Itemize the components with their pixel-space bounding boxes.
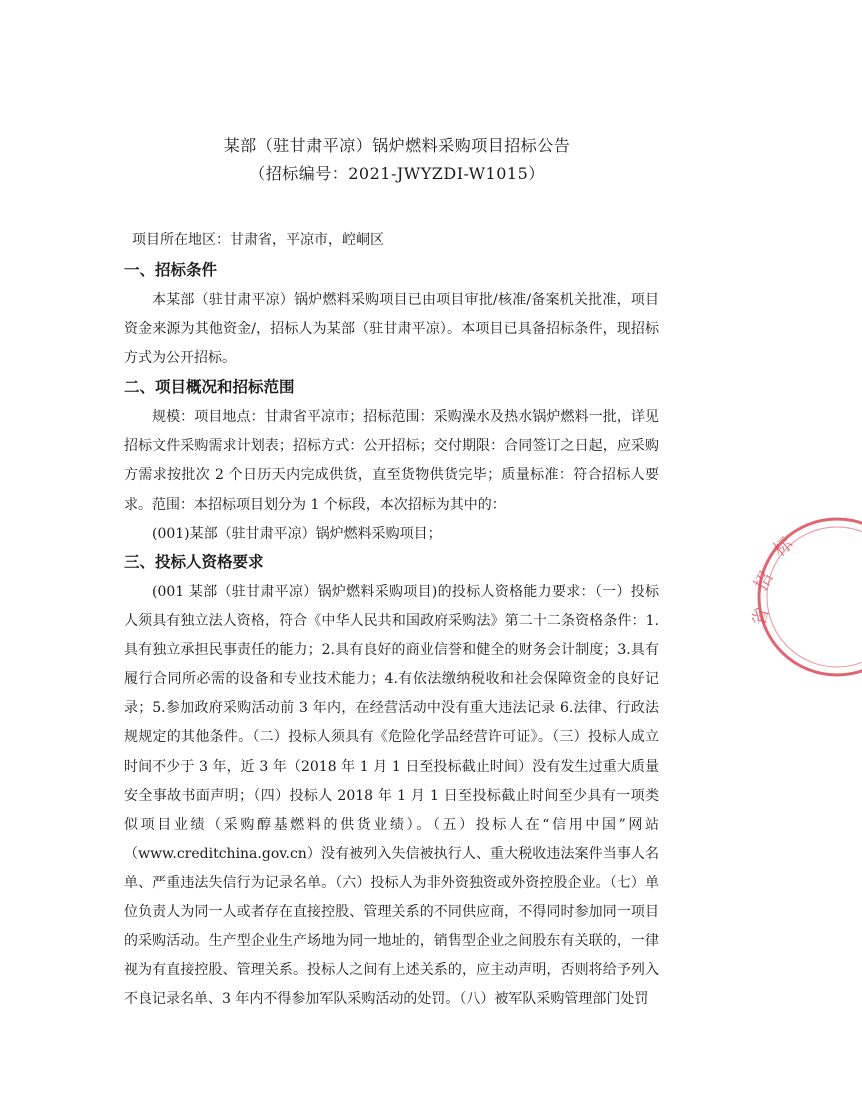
svg-text:标: 标 — [769, 533, 798, 561]
section-heading-project-overview: 二、项目概况和招标范围 — [124, 378, 295, 396]
project-location: 项目所在地区：甘肃省，平凉市，崆峒区 — [132, 232, 384, 248]
seal-stamp-icon — [742, 512, 862, 682]
svg-text:省: 省 — [748, 605, 774, 629]
document-title: 某部（驻甘肃平凉）锅炉燃料采购项目招标公告 — [223, 136, 571, 155]
section-paragraph: (001)某部（驻甘肃平凉）锅炉燃料采购项目； — [152, 526, 442, 542]
section-heading-bidder-qualifications: 三、投标人资格要求 — [124, 553, 264, 571]
bid-number: （招标编号：2021-JWYZDI-W1015） — [249, 164, 545, 183]
section-paragraph: 本某部（驻甘肃平凉）锅炉燃料采购项目已由项目审批/核准/备案机关批准，项目资金来源为其他资金/，招标人为某部（驻甘肃平凉）。本项目已具备招标条件，现招标方式为公开招标。 — [124, 292, 659, 367]
section-paragraph: 规模：项目地点：甘肃省平凉市；招标范围：采购澡水及热水锅炉燃料一批，详见招标文件采购需求计划表；招标方式：公开招标；交付期限：合同签订之日起，应采购方需求按批次 2 个日历天内完成供货，直至货物供货完毕；质量标准：符合招标人要求。 — [124, 409, 659, 513]
section-paragraph: (001 某部（驻甘肃平凉）锅炉燃料采购项目)的投标人资格能力要求：（一）投标人须具有独立法人资格，符合《中华人民共和国政府采购法》第二十二条资格条件：1.具有独立承担民事责任的能力；2.具有良好的商业信誉和健全的财务会计制度；3.具有履行合同所必需的设备和专业技术能力；4.有依法缴纳税收和社会保障资金的良好记录；5.参加政府采购活动前 3 年内，在经营活动中没有重大违法记录 6.法律、行政法规规定的其他条件。（二）投标人须具有《危险化学品经营许可证》。（三）投标人成立时间不少于 3 年，近 3 年（2018 年 1 月 1 日至投标截止时间）没有发生过重大质量安全事故书面声明；（四）投标人 2018 年 1 月 1 日至投标截止时间至少具有一项类似项目业绩（采购醇基燃料的供货业绩）。（五）投标人在“信用中国”网站（www.creditchina.gov.cn）没有被列入失信被执行人、重大税收违法案件当事人名单、严重违法失信行为记录名单。（六）投标人为非外资独资或外资控股企业。（七）单位负责人为同一人或者存在直接控股、管理关系的不同供应商，不得同时参加同一项目的采购活动。生产型企业生产场地为同一地址的，销售型企业之间股东有关联的，一律视为有直接控股、管理关系。投标人之间有上述关系的，应主动声明，否则将给予列入不良记录名单、3 年内不得参加军队采购活动的处罚。（八）被军队采购管理部门处罚 — [124, 584, 659, 1008]
section-heading-bidding-conditions: 一、招标条件 — [124, 261, 218, 279]
section-paragraph: 范围：本招标项目划分为 1 个标段，本次招标为其中的： — [152, 497, 506, 513]
svg-text:招: 招 — [750, 568, 778, 595]
